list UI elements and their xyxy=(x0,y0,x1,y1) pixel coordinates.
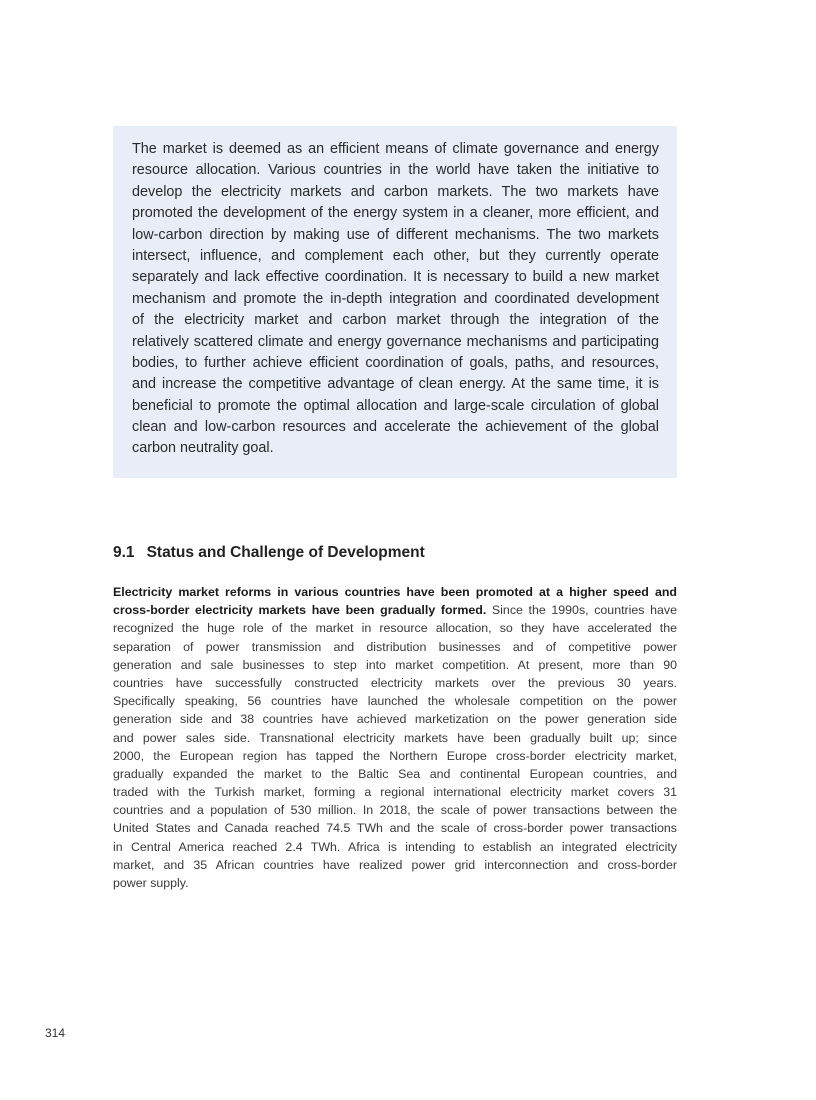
summary-line: relatively scattered climate and energy governance mechanisms and participating xyxy=(132,333,659,350)
summary-line: promoted the development of the energy system in a cleaner, more efficient, and xyxy=(132,205,659,222)
summary-line: clean and low-carbon resources and accelerate the achievement of the global xyxy=(132,419,659,436)
body-line: generation and sale businesses to step into market competition. At present, more than 90 xyxy=(113,657,677,672)
body-line: countries have successfully constructed electricity markets over the previous 30 years. xyxy=(113,675,677,690)
body-line: market, and 35 African countries have realized power grid interconnection and cross-border xyxy=(113,857,677,872)
body-line: power supply. xyxy=(113,876,189,890)
section-number: 9.1 xyxy=(113,544,135,561)
body-text: Since the 1990s, countries have xyxy=(486,603,677,618)
body-line: United States and Canada reached 74.5 TWh and the scale of cross-border power transactions xyxy=(113,821,677,836)
summary-line: beneficial to promote the optimal allocation and large-scale circulation of global xyxy=(132,397,659,414)
summary-line: low-carbon direction by making use of different mechanisms. The two markets xyxy=(132,226,659,243)
body-line xyxy=(113,583,677,601)
summary-line: and increase the competitive advantage of clean energy. At the same time, it is xyxy=(132,376,659,393)
bold-lead: Electricity market reforms in various countries have been promoted at a higher speed and xyxy=(113,585,677,599)
body-paragraph xyxy=(113,583,677,892)
summary-line: resource allocation. Various countries in the world have taken the initiative to xyxy=(132,162,659,179)
body-line: recognized the huge role of the market in resource allocation, so they have accelerated the xyxy=(113,621,677,636)
body-line xyxy=(113,601,677,619)
bold-lead: cross-border electricity markets have been gradually formed. xyxy=(113,603,487,618)
summary-line: intersect, influence, and complement each other, but they currently operate xyxy=(132,247,659,264)
body-line: gradually expanded the market to the Baltic Sea and continental European countries, and xyxy=(113,766,677,781)
body-line: generation side and 38 countries have achieved marketization on the power generation side xyxy=(113,712,677,727)
body-line: countries and a population of 530 million. In 2018, the scale of power transactions between the xyxy=(113,803,677,818)
section-title: Status and Challenge of Development xyxy=(146,544,425,561)
summary-line: mechanism and promote the in-depth integration and coordinated development xyxy=(132,290,659,307)
section-heading xyxy=(113,544,425,562)
body-line: Specifically speaking, 56 countries have launched the wholesale competition on the power xyxy=(113,694,677,709)
summary-box xyxy=(113,126,677,478)
summary-line: bodies, to further achieve efficient coordination of goals, paths, and resources, xyxy=(132,354,659,371)
page-number: 314 xyxy=(45,1026,66,1040)
summary-line: carbon neutrality goal. xyxy=(132,440,274,457)
body-line: separation of power transmission and distribution businesses and of competitive power xyxy=(113,639,677,654)
body-line: and power sales side. Transnational electricity markets have been gradually built up; since xyxy=(113,730,677,745)
summary-text xyxy=(132,139,659,460)
body-line: in Central America reached 2.4 TWh. Africa is intending to establish an integrated electricity xyxy=(113,839,677,854)
summary-line: separately and lack effective coordination. It is necessary to build a new market xyxy=(132,269,659,286)
summary-line: of the electricity market and carbon market through the integration of the xyxy=(132,312,659,329)
summary-line: The market is deemed as an efficient means of climate governance and energy xyxy=(132,141,659,157)
body-line: traded with the Turkish market, forming a regional international electricity market covers 31 xyxy=(113,785,677,800)
body-line: 2000, the European region has tapped the Northern Europe cross-border electricity market, xyxy=(113,748,677,763)
summary-line: develop the electricity markets and carbon markets. The two markets have xyxy=(132,183,659,200)
